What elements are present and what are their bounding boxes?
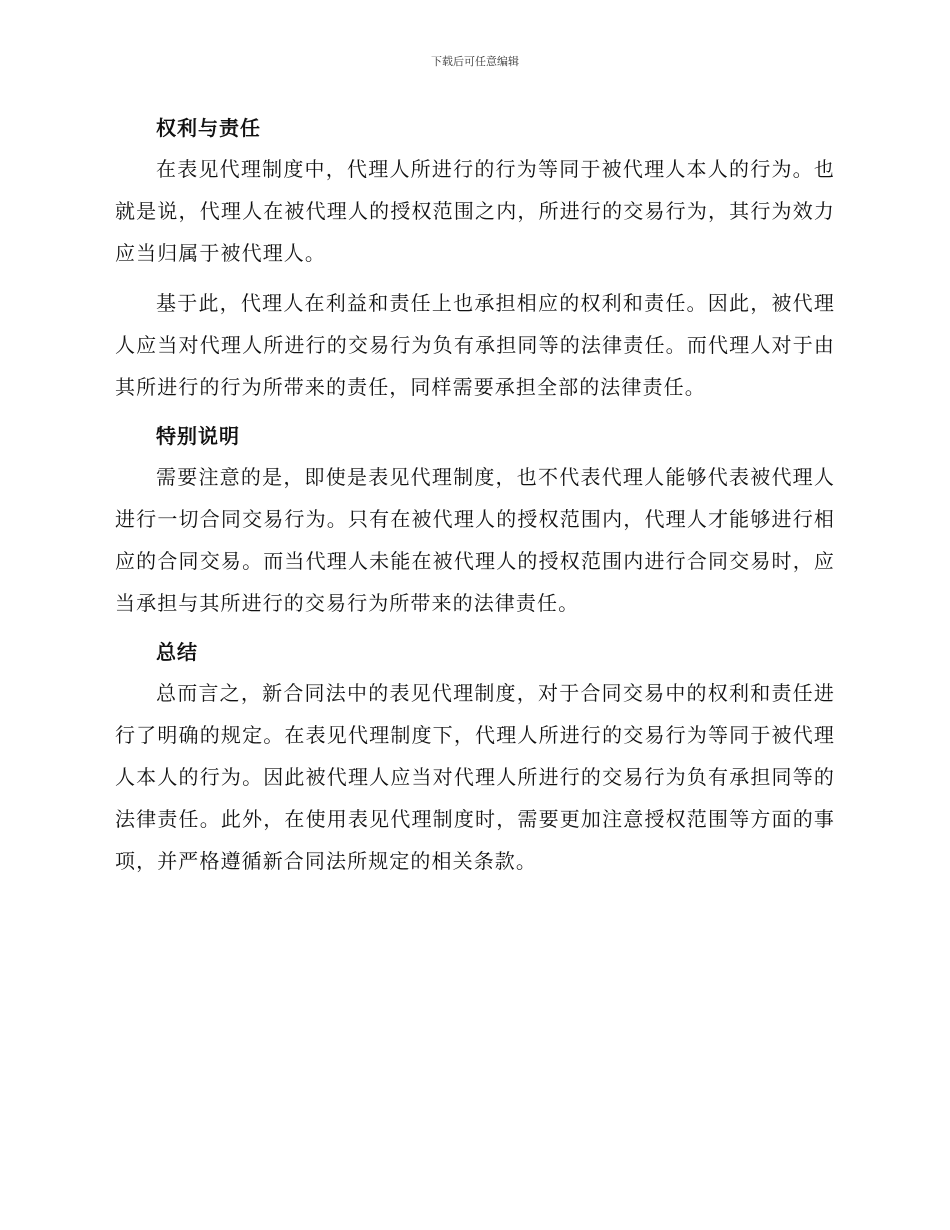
section-special-notes xyxy=(115,416,835,624)
paragraph: 总而言之，新合同法中的表见代理制度，对于合同交易中的权利和责任进行了明确的规定。在表见代理制度下，代理人所进行的交易行为等同于被代理人本人的行为。因此被代理人应当对代理人所进行的交易行为负有承担同等的法律责任。此外，在使用表见代理制度时，需要更加注意授权范围等方面的事项，并严格遵循新合同法所规定的相关条款。 xyxy=(115,681,835,873)
paragraph: 需要注意的是，即使是表见代理制度，也不代表代理人能够代表被代理人进行一切合同交易行为。只有在被代理人的授权范围内，代理人才能够进行相应的合同交易。而当代理人未能在被代理人的授权范围内进行合同交易时，应当承担与其所进行的交易行为所带来的法律责任。 xyxy=(115,465,835,615)
section-heading: 特别说明 xyxy=(156,424,240,448)
section-heading: 权利与责任 xyxy=(156,116,261,140)
section-rights-responsibilities xyxy=(115,108,835,408)
section-heading: 总结 xyxy=(156,640,198,664)
section-summary xyxy=(115,632,835,882)
paragraph: 在表见代理制度中，代理人所进行的行为等同于被代理人本人的行为。也就是说，代理人在被代理人的授权范围之内，所进行的交易行为，其行为效力应当归属于被代理人。 xyxy=(115,157,835,265)
paragraph: 基于此，代理人在利益和责任上也承担相应的权利和责任。因此，被代理人应当对代理人所进行的交易行为负有承担同等的法律责任。而代理人对于由其所进行的行为所带来的责任，同样需要承担全部的法律责任。 xyxy=(115,291,835,399)
page-header-note: 下载后可任意编辑 xyxy=(431,55,519,68)
document-body xyxy=(115,108,835,890)
